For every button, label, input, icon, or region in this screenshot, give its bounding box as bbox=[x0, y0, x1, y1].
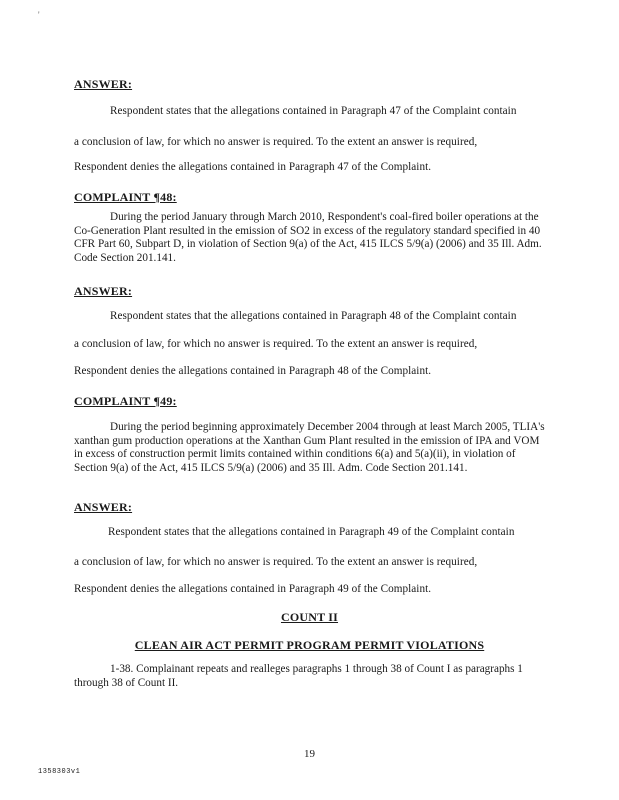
document-id: 1358303v1 bbox=[38, 768, 81, 776]
answer-47-heading: ANSWER: bbox=[74, 77, 133, 91]
answer-47-line-3: Respondent denies the allegations contained in Paragraph 47 of the Complaint. bbox=[74, 161, 432, 173]
answer-47-line-2: a conclusion of law, for which no answer is required. To the extent an answer is required, bbox=[74, 136, 478, 148]
complaint-48-heading: COMPLAINT ¶48: bbox=[74, 190, 177, 204]
answer-47-line-1: Respondent states that the allegations contained in Paragraph 47 of the Complaint contain bbox=[110, 105, 517, 117]
count-subtitle: CLEAN AIR ACT PERMIT PROGRAM PERMIT VIOLATIONS bbox=[134, 638, 485, 652]
complaint-49-heading: COMPLAINT ¶49: bbox=[74, 394, 177, 408]
answer-48-line-3: Respondent denies the allegations contained in Paragraph 48 of the Complaint. bbox=[74, 365, 432, 377]
answer-49-line-3: Respondent denies the allegations contained in Paragraph 49 of the Complaint. bbox=[74, 583, 432, 595]
answer-48-heading: ANSWER: bbox=[74, 284, 133, 298]
page-number: 19 bbox=[304, 748, 315, 760]
count-title: COUNT II bbox=[280, 610, 339, 624]
answer-48-line-1: Respondent states that the allegations contained in Paragraph 48 of the Complaint contain bbox=[110, 310, 517, 322]
answer-48-line-2: a conclusion of law, for which no answer is required. To the extent an answer is required, bbox=[74, 338, 478, 350]
answer-49-line-2: a conclusion of law, for which no answer is required. To the extent an answer is required, bbox=[74, 556, 478, 568]
corner-mark: ' bbox=[38, 10, 40, 20]
answer-49-line-1: Respondent states that the allegations contained in Paragraph 49 of the Complaint contain bbox=[108, 526, 515, 538]
complaint-49-text: During the period beginning approximately December 2004 through at least March 2005, TLIA's xanthan gum production operations at the Xanthan Gum Plant resulted in the emission of IPA and VOM in excess of construction permit limits contained within conditions 6(a) and 5(a)(ii), in violation of Section 9(a) of the Act, 415 ILCS 5/9(a) (2006) and 35 Ill. Adm. Code Section 201.141. bbox=[74, 421, 545, 474]
answer-49-heading: ANSWER: bbox=[74, 500, 133, 514]
complaint-48-text: During the period January through March 2010, Respondent's coal-fired boiler operations at the Co-Generation Plant resulted in the emission of SO2 in excess of the regulatory standard specified in 40 CFR Part 60, Subpart D, in violation of Section 9(a) of the Act, 415 ILCS 5/9(a) (2006) and 35 Ill. Adm. Code Section 201.141. bbox=[74, 211, 542, 264]
count-text: 1-38. Complainant repeats and realleges paragraphs 1 through 38 of Count I as paragraphs 1 through 38 of Count II. bbox=[74, 663, 523, 689]
